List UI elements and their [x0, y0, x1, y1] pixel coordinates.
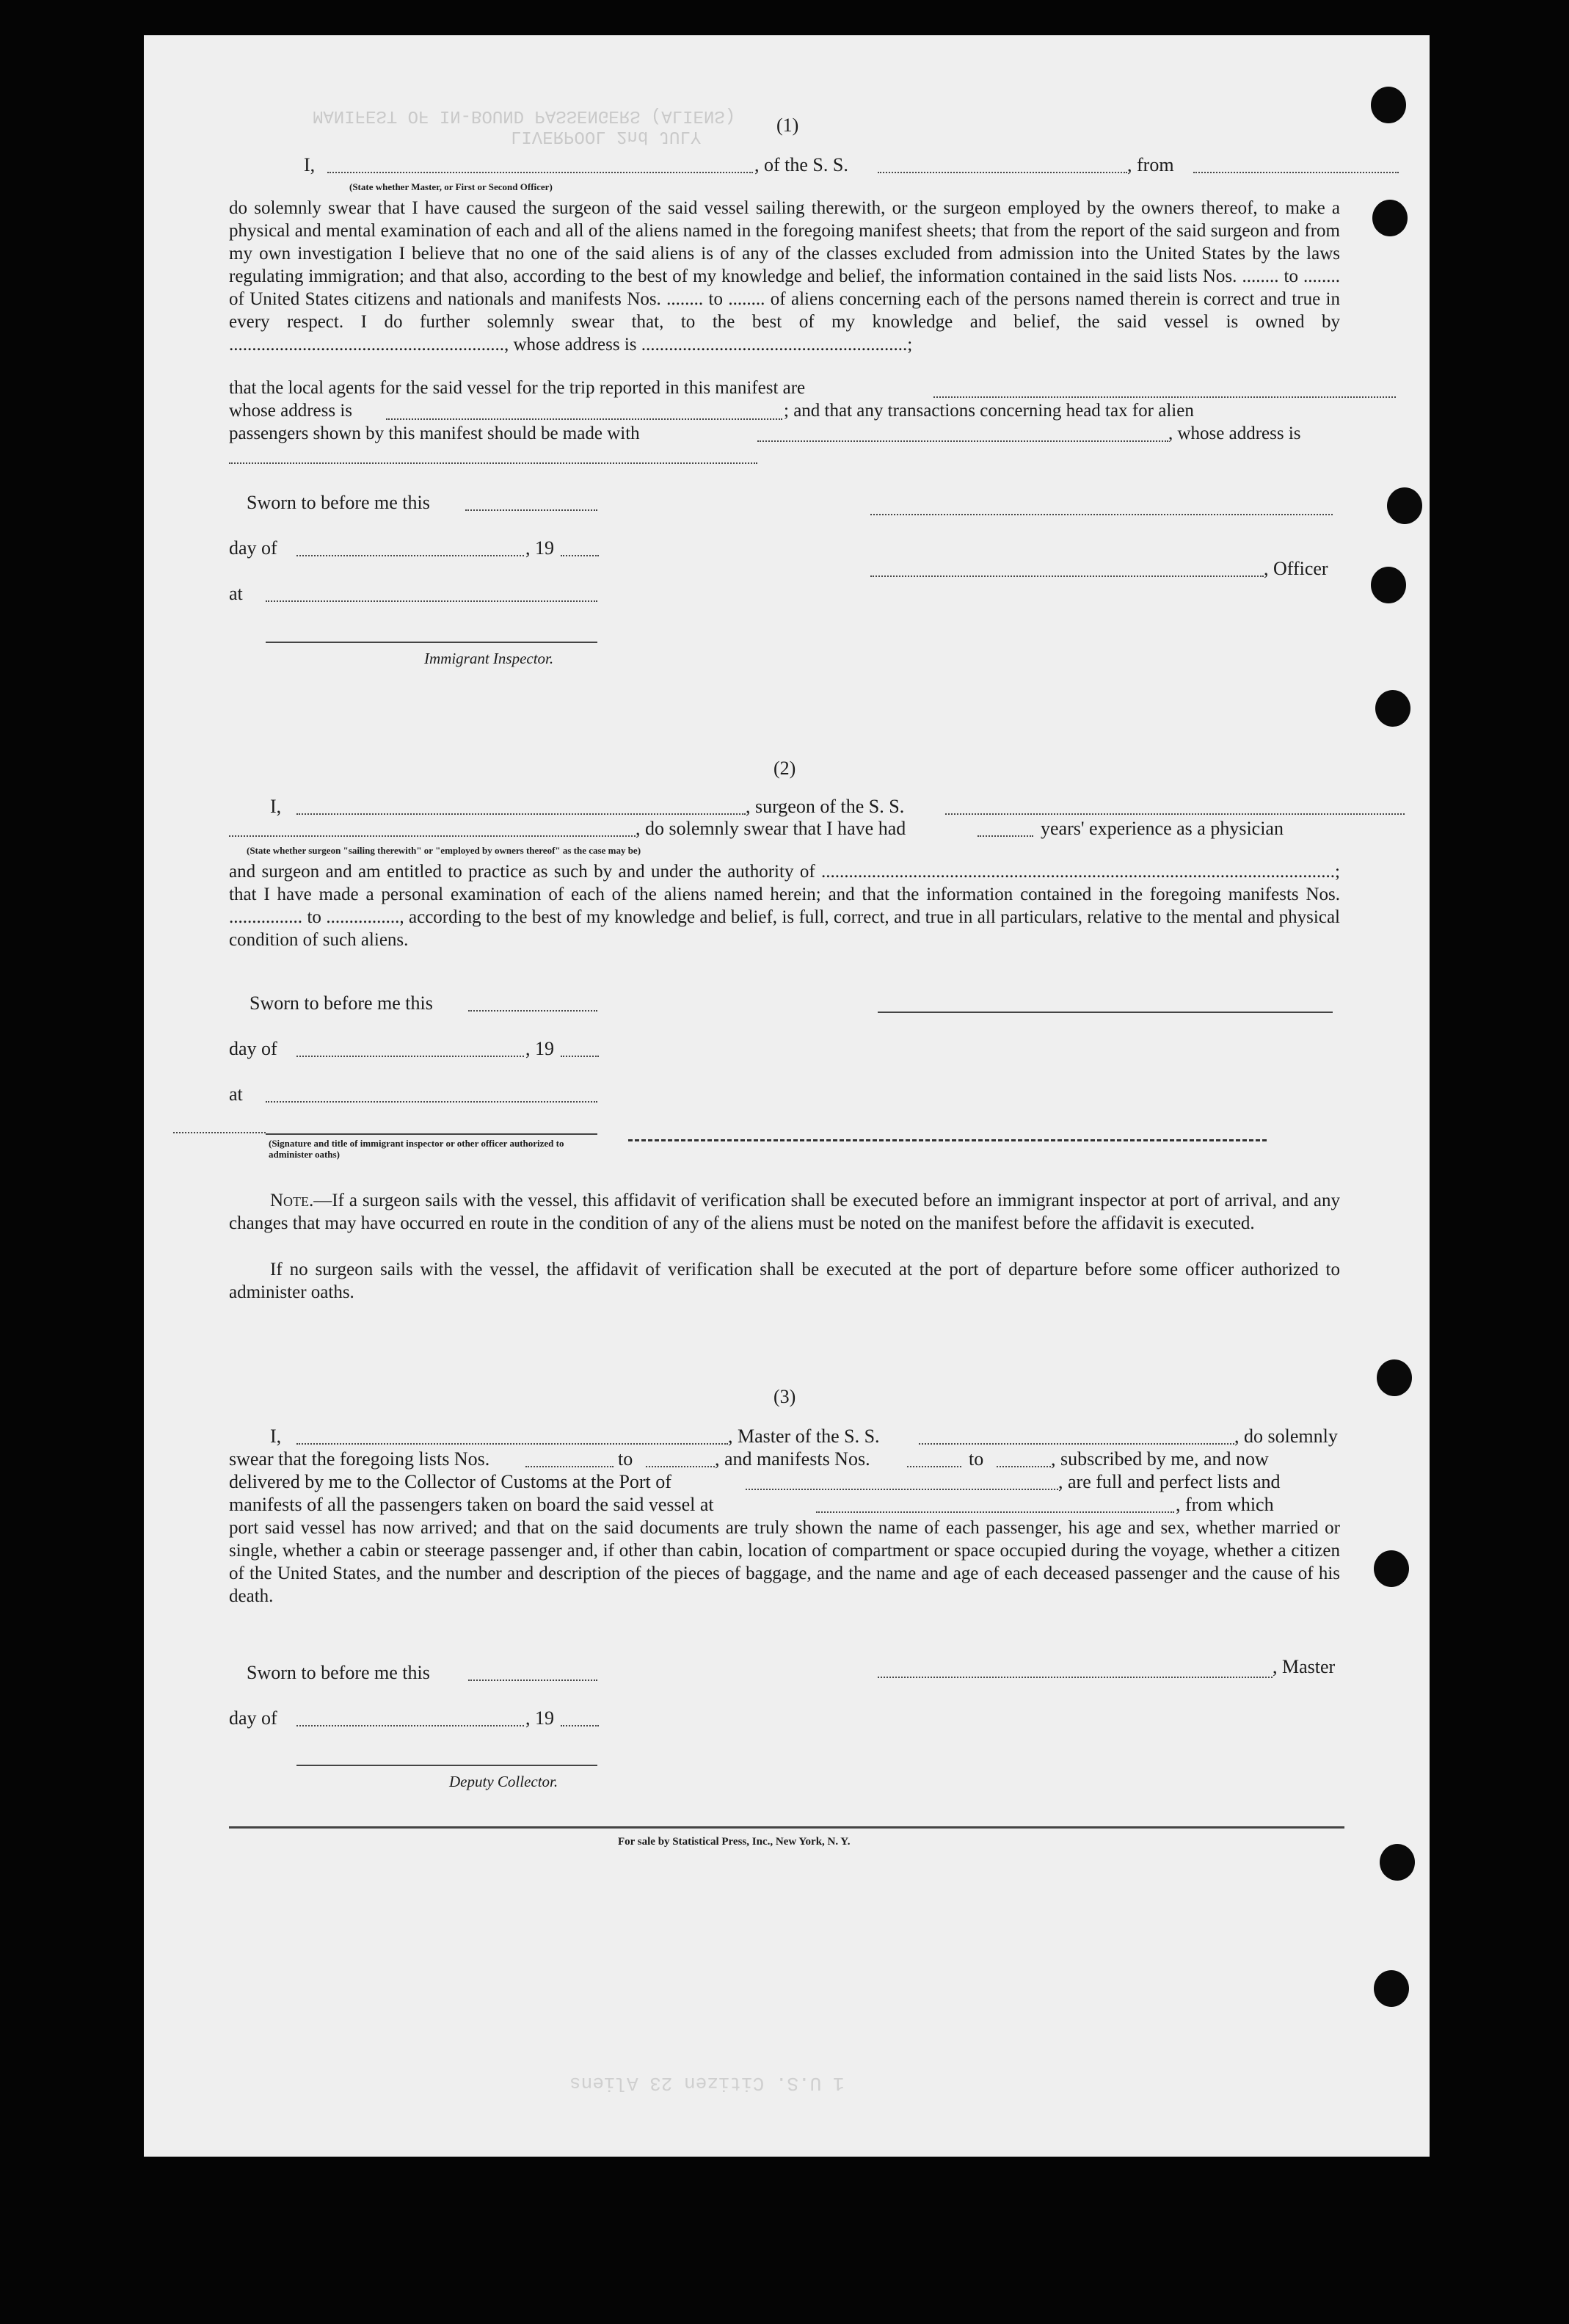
s1-inspector-label: Immigrant Inspector.: [424, 650, 554, 667]
s3-vessel-field[interactable]: [919, 1443, 1234, 1445]
binder-hole: [1377, 1359, 1412, 1396]
s2-left-dots: [173, 1132, 266, 1133]
binder-hole: [1371, 87, 1406, 123]
binder-hole: [1374, 1970, 1409, 2007]
s2-note-text: —If a surgeon sails with the vessel, this affidavit of verification shall be executed before an immigrant inspector at port of arrival, and any changes that may have occurred en route in the condition of any of the aliens must be noted on the manifest before the affidavit is executed.: [229, 1191, 1340, 1233]
s1-address-is: , whose address is: [1168, 424, 1301, 443]
s1-sworn-label: Sworn to before me this: [247, 492, 430, 513]
s3-collector-signature-line[interactable]: [296, 1765, 597, 1766]
s2-year-label: , 19: [525, 1038, 554, 1059]
s1-officer-name-field[interactable]: [327, 172, 753, 173]
binder-hole: [1375, 690, 1410, 727]
s2-place-field[interactable]: [266, 1101, 597, 1103]
s3-master-label: , Master of the S. S.: [728, 1426, 880, 1447]
show-through-subheader: LIVERPOOL 2nd JULY: [511, 126, 702, 146]
s1-officer-label: , Officer: [1264, 558, 1328, 579]
s2-sworn-label: Sworn to before me this: [250, 992, 433, 1014]
s2-month-field[interactable]: [296, 1056, 524, 1057]
s3-oath-text: port said vessel has now arrived; and that on the said documents are truly shown the name of each passenger, his age and sex, whether married or single, whether a cabin or steerage passenger and, if other than cabin, location of compartment or space occupied during the voyage, whether a citizen of the United States, and the number and description of the pieces of baggage, and the name and age of each deceased passenger and the cause of his death.: [229, 1518, 1340, 1606]
s3-lists-to-field[interactable]: [646, 1466, 715, 1467]
s2-i-label: I,: [270, 796, 282, 817]
s2-dashed-line: [628, 1139, 1267, 1141]
s3-year-label: , 19: [525, 1707, 554, 1729]
binder-hole: [1387, 487, 1422, 524]
s2-surgeon-name-field[interactable]: [296, 813, 746, 815]
printer-credit: For sale by Statistical Press, Inc., New York, N. Y.: [618, 1836, 851, 1848]
s2-sworn-day-field[interactable]: [468, 1010, 597, 1012]
binder-hole: [1380, 1844, 1415, 1881]
s2-inspector-signature-line[interactable]: [266, 1133, 597, 1135]
s2-surgeon-of-label: , surgeon of the S. S.: [746, 796, 905, 817]
s2-at-label: at: [229, 1083, 243, 1105]
section-2-number: (2): [773, 758, 796, 779]
s2-experience-label: years' experience as a physician: [1041, 818, 1284, 839]
s1-state-note: (State whether Master, or First or Second Officer): [349, 181, 553, 192]
s3-subscribed-label: , subscribed by me, and now: [1051, 1448, 1269, 1470]
s3-lists-label: swear that the foregoing lists Nos.: [229, 1448, 490, 1470]
s1-of-ss-label: , of the S. S.: [754, 154, 848, 175]
s1-from-field[interactable]: [1193, 172, 1399, 173]
s1-agents-text: that the local agents for the said vessel for the trip reported in this manifest are: [229, 378, 806, 398]
section-3-number: (3): [773, 1386, 796, 1407]
s3-collector-label: Deputy Collector.: [449, 1773, 558, 1790]
binder-hole: [1371, 567, 1406, 603]
s1-place-field[interactable]: [266, 600, 597, 602]
section-1-number: (1): [776, 115, 799, 136]
s3-sworn-label: Sworn to before me this: [247, 1662, 430, 1683]
s3-sworn-day-field[interactable]: [468, 1680, 597, 1681]
s3-manifests-to-field[interactable]: [997, 1466, 1051, 1467]
s2-swear-label: , do solemnly swear that I have had: [636, 818, 906, 839]
s2-day-of-label: day of: [229, 1038, 277, 1059]
s3-master-title: , Master: [1273, 1656, 1336, 1677]
s1-agents-address-field[interactable]: [386, 418, 782, 420]
s1-signature-line-2[interactable]: [870, 575, 1264, 577]
show-through-header: MANIFEST OF IN-BOUND PASSENGERS (ALIENS): [313, 106, 736, 126]
s3-master-name-field[interactable]: [296, 1443, 728, 1445]
s1-oath-text: do solemnly swear that I have caused the surgeon of the said vessel sailing therewith, or the surgeon employed by the owners thereof, to make a physical and mental examination of each and all of the aliens named in the foregoing manifest sheets; that from the report of the said surgeon and from my own investigation I believe that no one of the said aliens is of any of the classes excluded from admission into the United States by the laws regulating immigration; and that also, according to the best of my knowledge and belief, the information contained in the said lists Nos. ........ to ........ of United States citizens and nationals and manifests Nos. ........ to ........ of aliens concerning each of the persons named therein is correct and true in every respect. I do further solemnly swear that, to the best of my knowledge and belief, the said vessel is owned by ............................................................, whose address is ..........................................................;: [229, 198, 1340, 355]
s1-inspector-signature-line[interactable]: [266, 642, 597, 643]
s3-delivered-label: delivered by me to the Collector of Customs at the Port of: [229, 1471, 671, 1492]
s3-departure-field[interactable]: [816, 1511, 1174, 1513]
s2-sailing-field[interactable]: [229, 835, 636, 837]
footer-rule: [229, 1826, 1344, 1829]
s1-headtax-party-field[interactable]: [757, 440, 1168, 442]
s2-state-note: (State whether surgeon "sailing therewith" or "employed by owners thereof" as the case may be): [247, 845, 641, 856]
binder-hole: [1374, 1550, 1409, 1587]
s2-years-field[interactable]: [978, 835, 1033, 837]
s2-signature-note: (Signature and title of immigrant inspector or other officer authorized to administer oaths): [269, 1138, 564, 1160]
s3-day-of-label: day of: [229, 1707, 277, 1729]
s2-note2: If no surgeon sails with the vessel, the affidavit of verification shall be executed at the port of departure before some officer authorized to administer oaths.: [229, 1260, 1340, 1302]
s1-year-field[interactable]: [561, 555, 599, 556]
s2-note-label: Note.: [270, 1191, 314, 1210]
s3-port-field[interactable]: [746, 1489, 1058, 1490]
s3-manifests-to: to: [969, 1448, 984, 1470]
s2-note-paragraph: [229, 1189, 1340, 1235]
s2-oath-text: and surgeon and am entitled to practice as such by and under the authority of ................................................................................................................; that I have made a personal examination of each of the aliens named herein; and that the information contained in the foregoing manifests Nos. ................ to ................, according to the best of my knowledge and belief, is full, correct, and true in all particulars, relative to the mental and physical condition of such aliens.: [229, 862, 1340, 950]
document-page: [144, 35, 1430, 2157]
s1-vessel-field[interactable]: [878, 172, 1127, 173]
s1-year-label: , 19: [525, 537, 554, 559]
show-through-footer: 1 U.S. Citizen 23 Aliens: [569, 2072, 845, 2094]
s1-passengers-text: passengers shown by this manifest should be made with: [229, 424, 640, 443]
s3-lists-to: to: [618, 1448, 633, 1470]
s1-signature-line-1[interactable]: [870, 514, 1333, 515]
s3-year-field[interactable]: [561, 1725, 599, 1726]
s1-headtax-text: ; and that any transactions concerning head tax for alien: [784, 401, 1194, 421]
s3-taken-label: manifests of all the passengers taken on board the said vessel at: [229, 1494, 714, 1515]
s3-from-which-label: , from which: [1176, 1494, 1274, 1515]
binder-hole: [1372, 200, 1408, 236]
s1-agents-address-label: whose address is: [229, 401, 353, 421]
s3-month-field[interactable]: [296, 1725, 524, 1726]
s1-month-field[interactable]: [296, 555, 524, 556]
s3-lists-from-field[interactable]: [525, 1466, 614, 1467]
s1-i-label: I,: [304, 154, 316, 175]
s2-surgeon-signature-line[interactable]: [878, 1012, 1333, 1013]
s1-at-label: at: [229, 583, 243, 604]
s1-agents-field[interactable]: [933, 396, 1396, 398]
s2-year-field[interactable]: [561, 1056, 599, 1057]
s1-headtax-address-field[interactable]: [229, 462, 757, 464]
s1-from-label: , from: [1127, 154, 1174, 175]
s3-perfect-label: , are full and perfect lists and: [1058, 1471, 1281, 1492]
s3-i-label: I,: [270, 1426, 282, 1447]
s3-solemnly-label: , do solemnly: [1234, 1426, 1338, 1447]
s3-manifests-from-field[interactable]: [907, 1466, 961, 1467]
s1-sworn-day-field[interactable]: [465, 509, 597, 511]
s2-vessel-field[interactable]: [945, 813, 1405, 815]
s1-day-of-label: day of: [229, 537, 277, 559]
s3-manifests-label: , and manifests Nos.: [715, 1448, 870, 1470]
s3-master-signature-line[interactable]: [878, 1677, 1273, 1678]
